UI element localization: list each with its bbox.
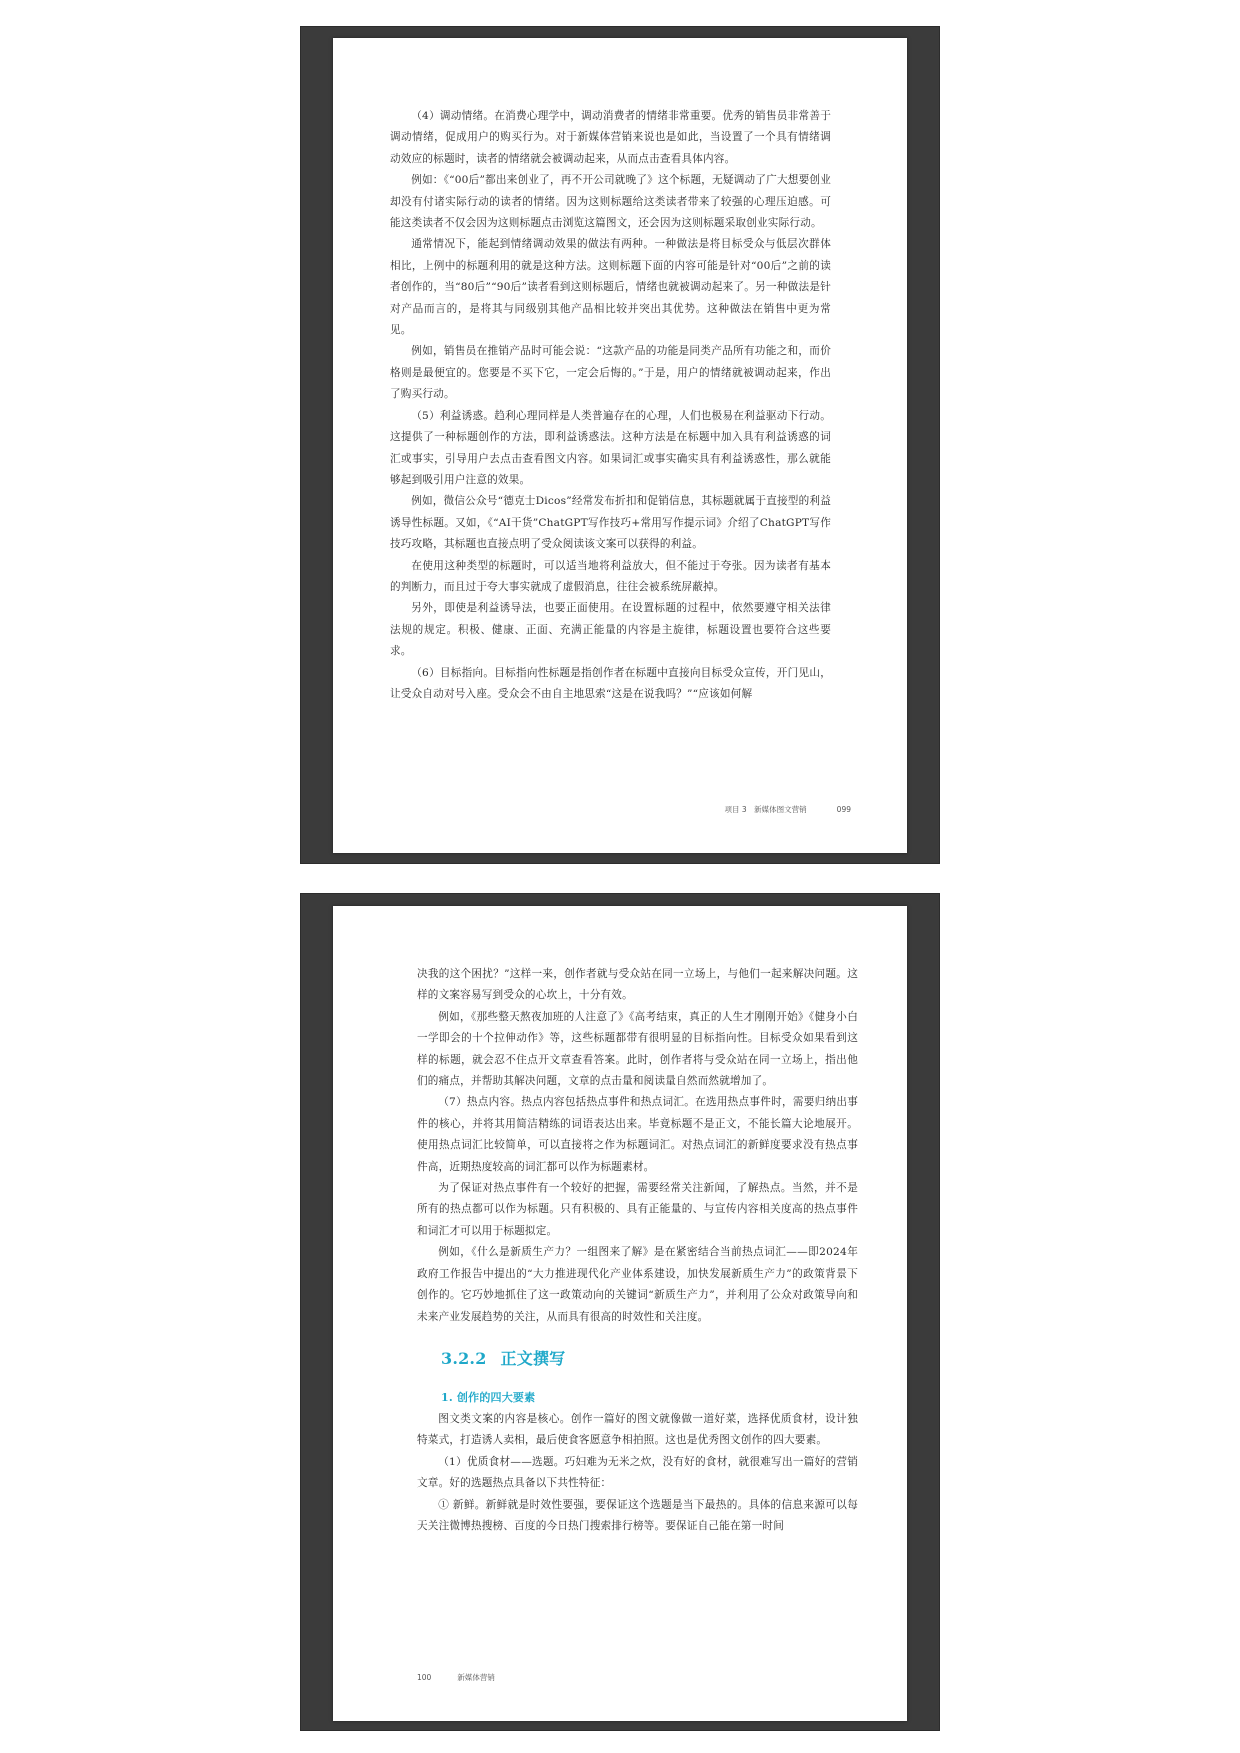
document-page-100: [333, 906, 907, 1721]
paragraph: 例如，《什么是新质生产力？一组图来了解》是在紧密结合当前热点词汇——即2024年政府工作报告中提出的“大力推进现代化产业体系建设，加快发展新质生产力”的政策背景下创作的。它巧妙地抓住了这一政策动向的关键词“新质生产力”，并利用了公众对政策导向和未来产业发展趋势的关注，从而具有很高的时效性和关注度。: [417, 1246, 858, 1323]
page-100-body: [417, 964, 858, 1537]
subheading: 1. 创作的四大要素: [441, 1390, 536, 1404]
page-frame-1: [300, 26, 940, 864]
paragraph: ① 新鲜。新鲜就是时效性要强，要保证这个选题是当下最热的。具体的信息来源可以每天关注微博热搜榜、百度的今日热门搜索排行榜等。要保证自己能在第一时间: [417, 1498, 858, 1532]
paragraph: （7）热点内容。热点内容包括热点事件和热点词汇。在选用热点事件时，需要归纳出事件的核心，并将其用简洁精练的词语表达出来。毕竟标题不是正文，不能长篇大论地展开。使用热点词汇比较简单，可以直接将之作为标题词汇。对热点词汇的新鲜度要求没有热点事件高，近期热度较高的词汇都可以作为标题素材。: [417, 1096, 858, 1173]
page-footer: [725, 804, 851, 815]
paragraph: 在使用这种类型的标题时，可以适当地将利益放大，但不能过于夸张。因为读者有基本的判断力，而且过于夸大事实就成了虚假消息，往往会被系统屏蔽掉。: [390, 559, 831, 593]
section-heading: [417, 1347, 858, 1371]
paragraph: 例如，销售员在推销产品时可能会说：“这款产品的功能是同类产品所有功能之和，而价格则是最便宜的。您要是不买下它，一定会后悔的。”于是，用户的情绪就被调动起来，作出了购买行动。: [390, 345, 831, 401]
paragraph: 例如：《“00后”都出来创业了，再不开公司就晚了》这个标题，无疑调动了广大想要创业却没有付诸实际行动的读者的情绪。因为这则标题给这类读者带来了较强的心理压迫感。可能这类读者不仅会因为这则标题点击浏览这篇图文，还会因为这则标题采取创业实际行动。: [390, 174, 831, 230]
footer-chapter-title: 项目 3 新媒体图文营销: [724, 805, 807, 814]
paragraph: 通常情况下，能起到情绪调动效果的做法有两种。一种做法是将目标受众与低层次群体相比，上例中的标题利用的就是这种方法。这则标题下面的内容可能是针对“00后”之前的读者创作的，当“80后”“90后”读者看到这则标题后，情绪也就被调动起来了。另一种做法是针对产品而言的，是将其与同级别其他产品相比较并突出其优势。这种做法在销售中更为常见。: [390, 238, 831, 337]
page-number: 099: [836, 805, 851, 814]
paragraph: 例如，《那些整天熬夜加班的人注意了》《高考结束，真正的人生才刚刚开始》《健身小白一学即会的十个拉伸动作》等，这些标题都带有很明显的目标指向性。目标受众如果看到这样的标题，就会忍不住点开文章查看答案。此时，创作者将与受众站在同一立场上，指出他们的痛点，并帮助其解决问题，文章的点击量和阅读量自然而然就增加了。: [417, 1010, 858, 1088]
page-99-body: [390, 106, 831, 705]
paragraph: 另外，即使是利益诱导法，也要正面使用。在设置标题的过程中，依然要遵守相关法律法规的规定。积极、健康、正面、充满正能量的内容是主旋律，标题设置也要符合这些要求。: [390, 602, 831, 658]
page-frame-2: [300, 893, 940, 1731]
section-number: 3.2.2: [441, 1348, 487, 1368]
paragraph: 图文类文案的内容是核心。创作一篇好的图文就像做一道好菜，选择优质食材，设计独特菜式，打造诱人卖相，最后使食客愿意争相拍照。这也是优秀图文创作的四大要素。: [417, 1412, 858, 1447]
paragraph: 例如，微信公众号“德克士Dicos”经常发布折扣和促销信息，其标题就属于直接型的利益诱导性标题。又如，《“AI干货”ChatGPT写作技巧+常用写作提示词》介绍了ChatGPT写作技巧攻略，其标题也直接点明了受众阅读该文案可以获得的利益。: [390, 495, 831, 551]
page-number: 100: [417, 1673, 432, 1682]
section-title: 正文撰写: [500, 1348, 566, 1368]
document-page-99: [333, 38, 907, 853]
paragraph: 决我的这个困扰？”这样一来，创作者就与受众站在同一立场上，与他们一起来解决问题。这样的文案容易写到受众的心坎上，十分有效。: [417, 968, 858, 1002]
page-footer: [417, 1672, 495, 1683]
paragraph: （1）优质食材——选题。巧妇难为无米之炊，没有好的食材，就很难写出一篇好的营销文章。好的选题热点具备以下共性特征：: [417, 1455, 858, 1490]
paragraph: （5）利益诱惑。趋利心理同样是人类普遍存在的心理，人们也极易在利益驱动下行动。这提供了一种标题创作的方法，即利益诱惑法。这种方法是在标题中加入具有利益诱惑的词汇或事实，引导用户去点击查看图文内容。如果词汇或事实确实具有利益诱惑性，那么就能够起到吸引用户注意的效果。: [390, 409, 831, 486]
paragraph: 为了保证对热点事件有一个较好的把握，需要经常关注新闻，了解热点。当然，并不是所有的热点都可以作为标题。只有积极的、具有正能量的、与宣传内容相关度高的热点事件和词汇才可以用于标题拟定。: [417, 1182, 858, 1237]
paragraph: （6）目标指向。目标指向性标题是指创作者在标题中直接向目标受众宣传，开门见山，让受众自动对号入座。受众会不由自主地思索“这是在说我吗？”“应该如何解: [390, 666, 831, 700]
footer-book-title: 新媒体营销: [457, 1673, 495, 1682]
paragraph: （4）调动情绪。在消费心理学中，调动消费者的情绪非常重要。优秀的销售员非常善于调动情绪，促成用户的购买行为。对于新媒体营销来说也是如此，当设置了一个具有情绪调动效应的标题时，读者的情绪就会被调动起来，从而点击查看具体内容。: [390, 110, 831, 165]
